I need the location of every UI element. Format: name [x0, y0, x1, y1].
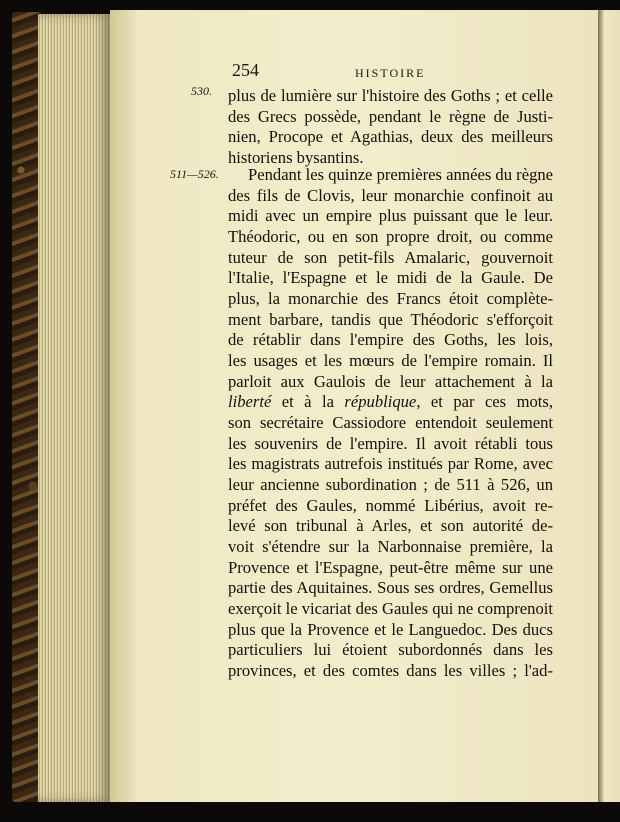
page-edges [38, 14, 112, 802]
text-line: ment barbare, tandis que Théodoric s'efforçoit [228, 310, 553, 329]
text-line: plus, la monarchie des Francs étoit complète- [228, 289, 553, 308]
text-line: préfet des Gaules, nommé Libérius, avoit re- [228, 496, 553, 515]
text-line: historiens bysantins. [228, 148, 364, 167]
text-line: parloit aux Gaulois de leur attachement à la [228, 372, 553, 391]
text-line: nien, Procope et Agathias, deux des meilleurs [228, 127, 553, 146]
text-line: de rétablir dans l'empire des Goths, les lois, [228, 330, 553, 349]
text-line: particuliers lui étoient subordonnés dans les [228, 640, 553, 659]
text-line: midi avec un empire plus puissant que le leur. [228, 206, 553, 225]
text-line: provinces, et des comtes dans les villes ; l'ad- [228, 661, 553, 680]
facing-page-edge [598, 10, 620, 802]
text-line: les souvenirs de l'empire. Il avoit rétabli tous [228, 434, 553, 453]
text-line: voit s'étendre sur la Narbonnaise première, la [228, 537, 553, 556]
text-line: Théodoric, ou en son propre droit, ou comme [228, 227, 553, 246]
text-line: des Grecs possède, pendant le règne de Justi- [228, 107, 553, 126]
italic-term-liberte: liberté [228, 392, 272, 411]
text-line: partie des Aquitaines. Sous ses ordres, Gemellus [228, 578, 553, 597]
italic-term-republique: république [344, 392, 417, 411]
text-line: plus de lumière sur l'histoire des Goths ; et celle [228, 86, 553, 105]
text-line: leur ancienne subordination ; de 511 à 526, un [228, 475, 553, 494]
text-line: les magistrats autrefois institués par Rome, avec [228, 454, 553, 473]
text-line: son secrétaire Cassiodore entendoit seulement [228, 413, 553, 432]
text-line: les usages et les mœurs de l'empire romain. Il [228, 351, 553, 370]
running-title: HISTOIRE [355, 66, 426, 80]
text-line-with-italics [228, 392, 553, 413]
text-segment: , et par ces mots, [416, 392, 553, 411]
text-line: des fils de Clovis, leur monarchie confinoit au [228, 186, 553, 205]
text-line: Pendant les quinze premières années du règne [248, 165, 554, 184]
text-line: tuteur de son petit-fils Amalaric, gouvernoit [228, 248, 553, 267]
text-segment: et à la [271, 392, 345, 411]
margin-note-date-530: 530. [191, 84, 212, 98]
page-number: 254 [232, 60, 259, 80]
text-line: levé son tribunal à Arles, et son autorité de- [228, 516, 553, 535]
text-line: exerçoit le vicariat des Gaules qui ne comprenoit [228, 599, 553, 618]
text-line: l'Italie, l'Espagne et le midi de la Gaule. De [228, 268, 553, 287]
text-line: Provence et l'Espagne, peut-être même sur une [228, 558, 553, 577]
margin-note-date-511-526: 511—526. [170, 167, 219, 181]
text-line: plus que la Provence et le Languedoc. Des ducs [228, 620, 553, 639]
